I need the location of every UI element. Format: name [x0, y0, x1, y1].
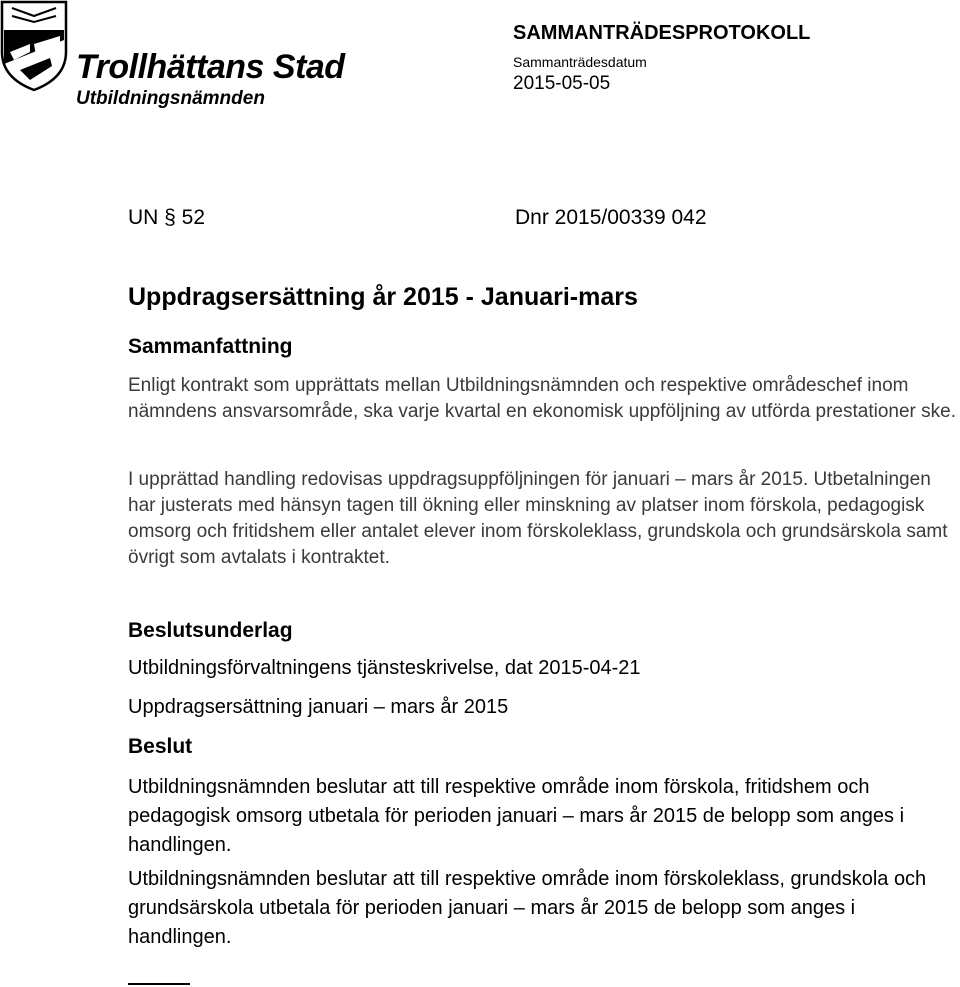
coat-of-arms-icon: [0, 0, 68, 92]
page-title: Uppdragsersättning år 2015 - Januari-mars: [128, 283, 638, 311]
decision-paragraph-1: Utbildningsnämnden beslutar att till respektive område inom förskola, fritidshem och pedagogisk omsorg utbetala för perioden januari – mars år 2015 de belopp som anges i handlingen.: [128, 776, 905, 856]
basis-item-2: Uppdragsersättning januari – mars år 2015: [128, 696, 509, 718]
basis-heading: Beslutsunderlag: [128, 619, 293, 642]
diary-number: Dnr 2015/00339 042: [515, 206, 707, 229]
basis-item-1: Utbildningsförvaltningens tjänsteskrivelse, dat 2015-04-21: [128, 657, 641, 679]
paragraph-number: UN § 52: [128, 206, 206, 229]
meeting-date: 2015-05-05: [513, 73, 611, 94]
organization-name: Utbildningsnämnden: [76, 88, 265, 109]
meeting-date-label: Sammanträdesdatum: [513, 54, 647, 70]
decision-heading: Beslut: [128, 735, 193, 758]
decision-paragraph-2: Utbildningsnämnden beslutar att till respektive område inom förskoleklass, grundskola och grundsärskola utbetala för perioden januari – mars år 2015 de belopp som anges i handlingen.: [128, 868, 927, 948]
logo-wordmark: Trollhättans Stad: [76, 48, 345, 86]
document-type: SAMMANTRÄDESPROTOKOLL: [513, 22, 811, 44]
summary-paragraph-1: Enligt kontrakt som upprättats mellan Utbildningsnämnden och respektive områdeschef inom nämndens ansvarsområde, ska varje kvartal en ekonomisk uppföljning av utförda prestationer ske.: [128, 375, 956, 422]
summary-paragraph-2: I upprättad handling redovisas uppdragsuppföljningen för januari – mars år 2015. Utbetalningen har justerats med hänsyn tagen till ökning eller minskning av platser inom förskola, pedagogisk omsorg och fritidshem eller antalet elever inom förskoleklass, grundskola och grundsärskola samt övrigt som avtalats i kontraktet.: [128, 469, 948, 568]
summary-heading: Sammanfattning: [128, 335, 293, 358]
signature-rule: [128, 983, 190, 985]
